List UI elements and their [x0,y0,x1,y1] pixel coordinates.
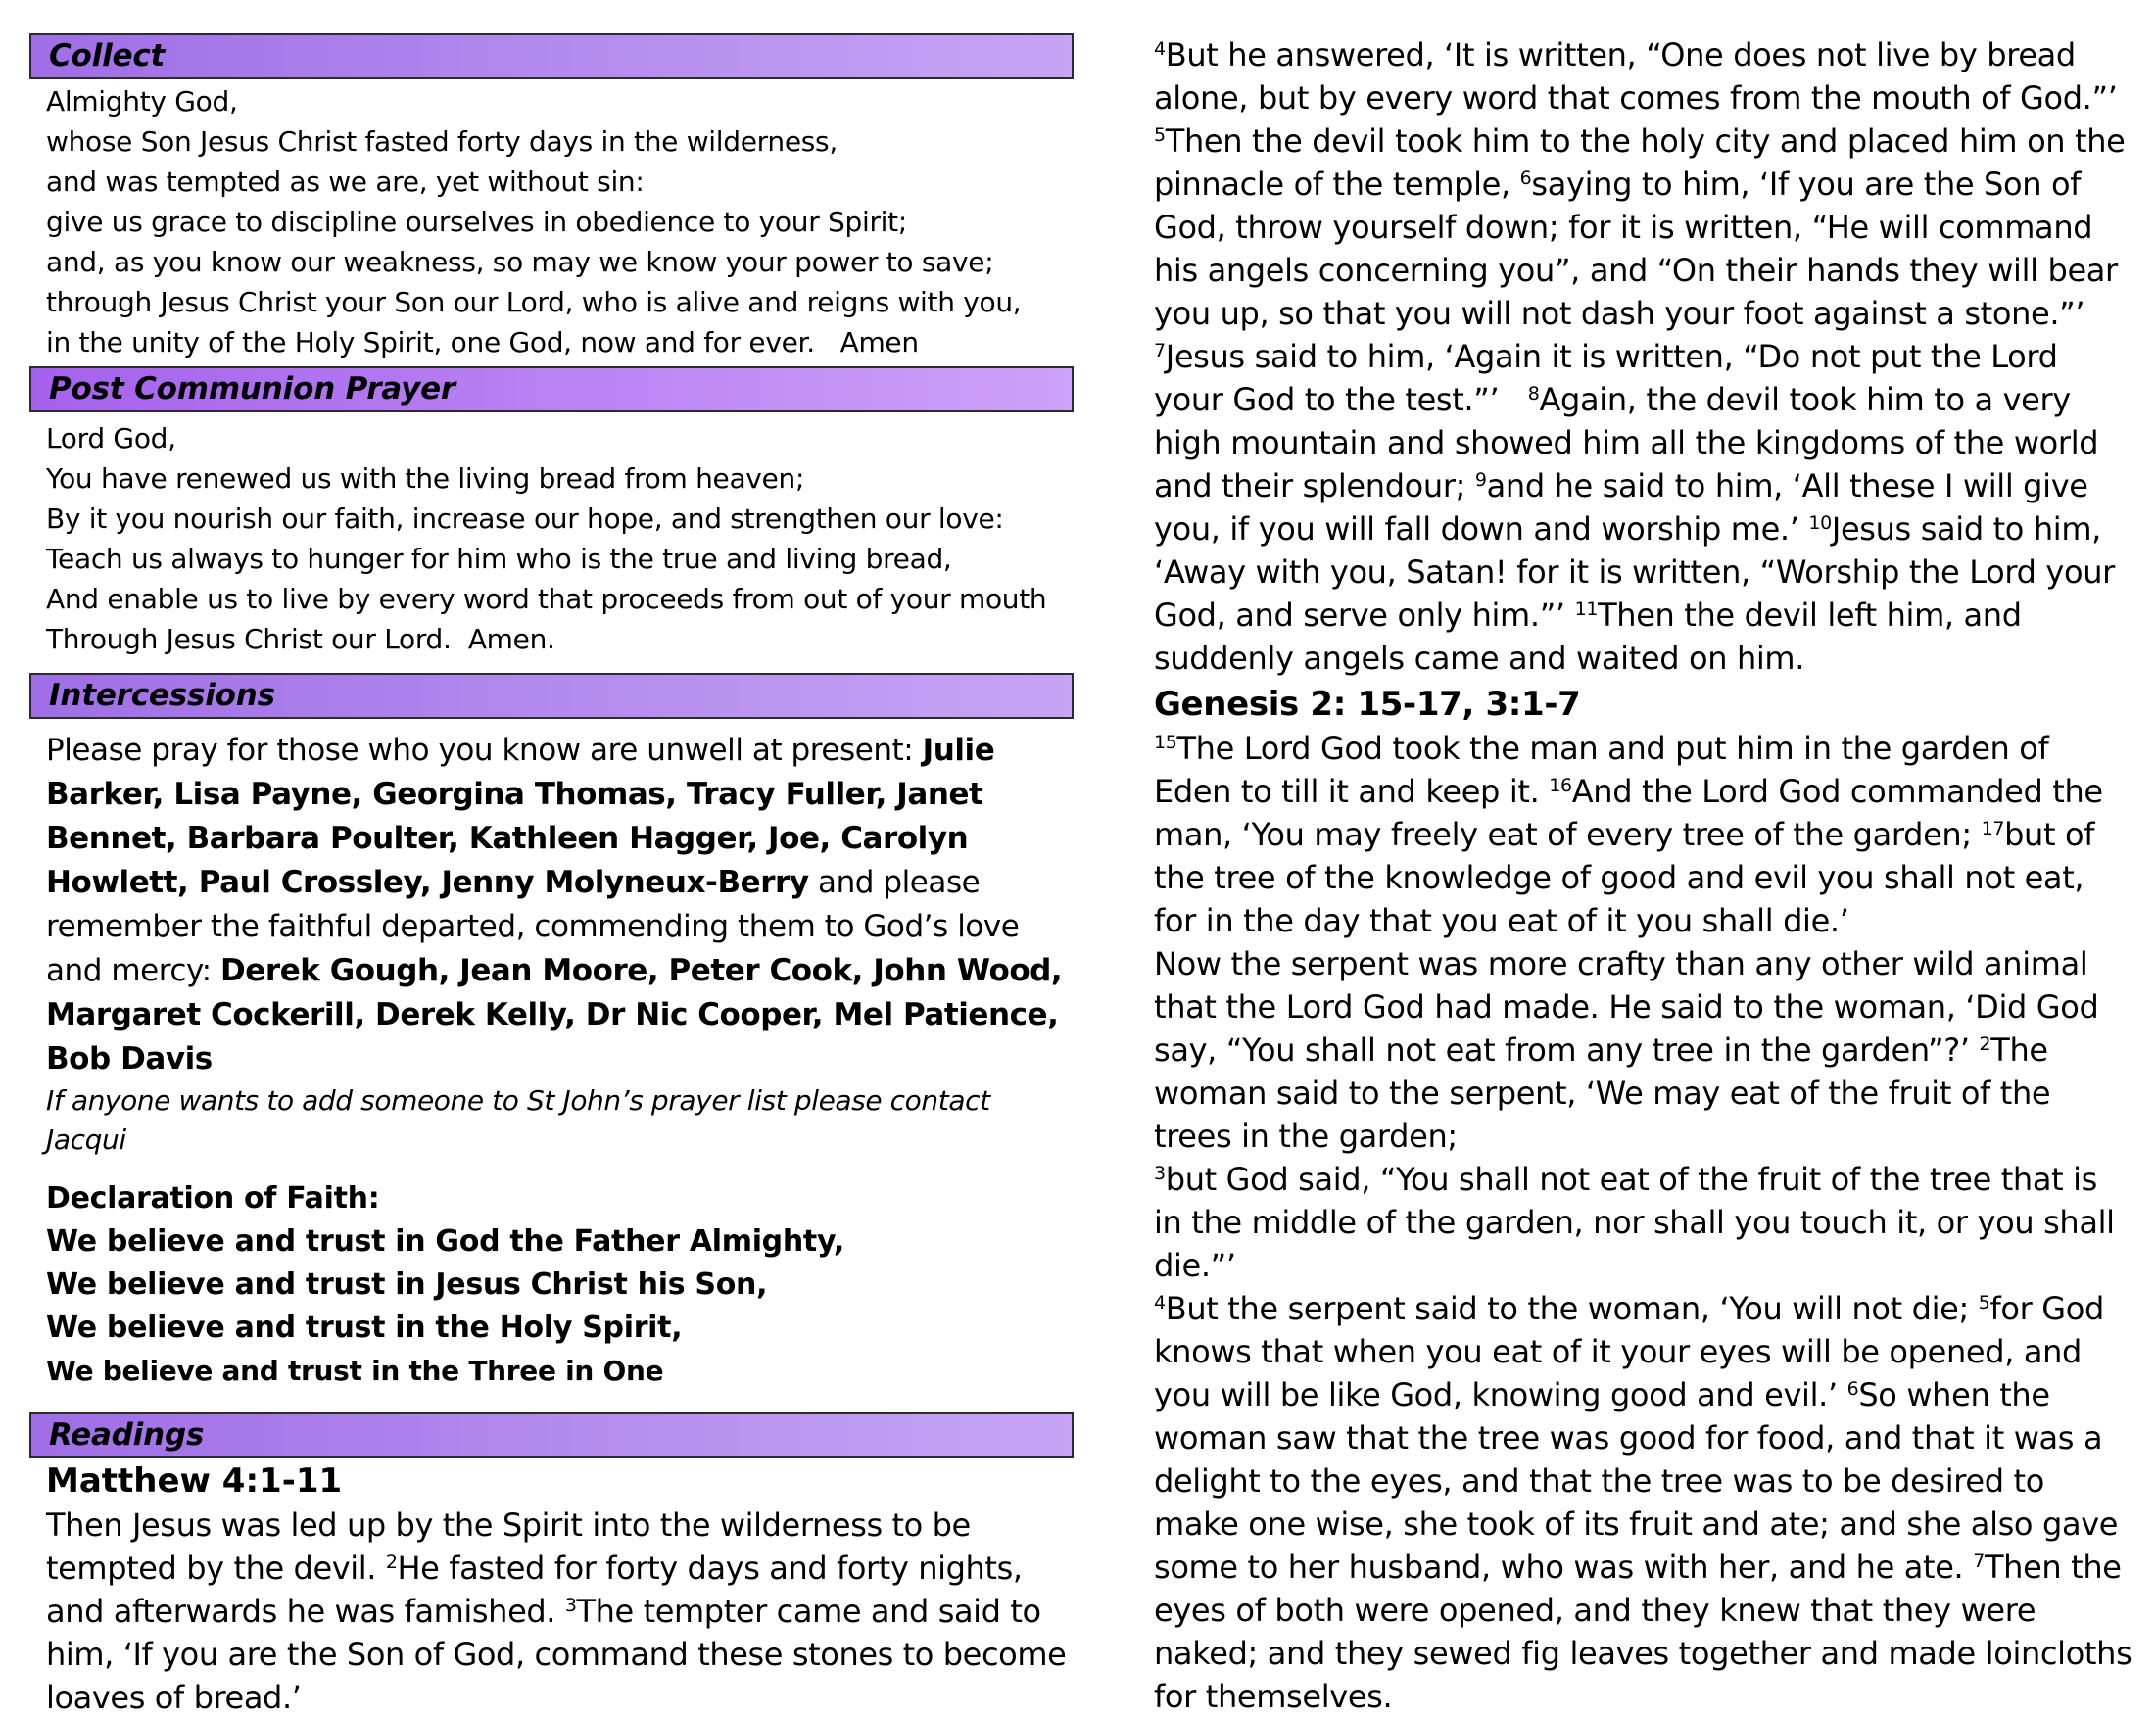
verse-text: Then Jesus was led up by the Spirit into the wilderness to be tempted by the devil. [46,1506,971,1587]
verse-text: He fasted for forty days and forty nights, and afterwards he was famished. [46,1550,1023,1630]
post-communion-line: Through Jesus Christ our Lord. Amen. [46,623,555,655]
verse-number: 15 [1154,732,1177,753]
verse-number: 16 [1549,775,1572,796]
genesis-text [1154,727,2133,1718]
collect-line: and, as you know our weakness, so may we know your power to save; [46,246,994,278]
verse-number: 17 [1981,818,2005,839]
readings-heading: Readings [29,1412,1074,1458]
collect-line: through Jesus Christ your Son our Lord, who is alive and reigns with you, [46,286,1022,318]
verse-text: Jesus said to him, ‘Again it is written, “Do not put the Lord your God to the test.”’ [1154,338,2068,418]
verse-number: 5 [1154,124,1166,146]
matthew-text-right [1154,33,2133,680]
collect-line: give us grace to discipline ourselves in obedience to your Spirit; [46,206,907,238]
post-communion-line: And enable us to live by every word that proceeds from out of your mouth [46,583,1047,615]
declaration-title: Declaration of Faith: [46,1181,380,1216]
left-column [29,33,1078,1719]
verse-number: 9 [1474,469,1487,491]
post-communion-line: You have renewed us with the living bread from heaven; [46,462,805,495]
unwell-list: Julie Barker, Lisa Payne, Georgina Thomas, Tracy Fuller, Janet Bennet, Barbara Poulter, Kathleen Hagger, Joe, Carolyn Howlett, Paul Crossley, Jenny Molyneux-Berry [46,733,995,900]
verse-number: 2 [1979,1033,1991,1055]
post-communion-heading: Post Communion Prayer [29,366,1074,412]
verse-number: 10 [1808,512,1832,534]
matthew-title: Matthew 4:1-11 [46,1461,343,1501]
verse-text: The woman said to the serpent, ‘We may eat of the fruit of the trees in the garden; [1154,1031,2051,1155]
right-column [1154,33,2133,1718]
verse-text: Then the devil left him, and suddenly angels came and waited on him. [1154,597,2022,677]
collect-line: in the unity of the Holy Spirit, one God, now and for ever. Amen [46,326,919,358]
collect-line: Almighty God, [46,85,238,118]
post-communion-line: Teach us always to hunger for him who is the true and living bread, [46,543,952,575]
collect-prayer [29,81,1078,362]
verse-number: 7 [1973,1551,1985,1572]
declaration-line: We believe and trust in Jesus Christ his Son, [46,1267,768,1302]
verse-number: 6 [1519,167,1532,189]
verse-number: 11 [1574,598,1599,620]
verse-text: for God knows that when you eat of it your eyes will be opened, and you will be like God, knowing good and evil.’ [1154,1290,2104,1413]
verse-text: The Lord God took the man and put him in the garden of Eden to till it and keep it. [1154,730,2049,810]
verse-number: 2 [385,1552,398,1573]
post-communion-line: Lord God, [46,422,176,454]
verse-number: 8 [1527,383,1540,405]
intercessions-middle: and please remember the faithful departed, commending them to God’s love and mercy: [46,865,1020,988]
verse-text: and he said to him, ‘All these I will give you, if you will fall down and worship me.’ [1154,467,2088,548]
intercessions-intro: Please pray for those who you know are unwell at present: [46,733,923,768]
verse-text: And the Lord God commanded the man, ‘You may freely eat of every tree of the garden; [1154,773,2103,853]
verse-text: The tempter came and said to him, ‘If you are the Son of God, command these stones to become loaves of bread.’ [46,1593,1067,1716]
declaration-line: We believe and trust in the Holy Spirit, [46,1311,683,1345]
verse-text: But the serpent said to the woman, ‘You will not die; [1165,1290,1979,1327]
verse-number: 7 [1154,340,1166,361]
collect-line: whose Son Jesus Christ fasted forty days in the wilderness, [46,125,838,158]
collect-heading: Collect [29,33,1074,79]
matthew-text-left [46,1504,1078,1719]
verse-text: Then the eyes of both were opened, and they knew that they were naked; and they sewed fig leaves together and made loincloths for themselves. [1154,1549,2132,1715]
verse-text: Then the devil took him to the holy city and placed him on the pinnacle of the temple, [1154,122,2126,203]
post-communion-line: By it you nourish our faith, increase our hope, and strengthen our love: [46,502,1004,535]
verse-text: saying to him, ‘If you are the Son of God, throw yourself down; for it is written, “He will command his angels concerning you”, and “On their hands they will bear you up, so that you will not dash your foot against a stone.”’ [1154,166,2118,332]
departed-list: Derek Gough, Jean Moore, Peter Cook, John Wood, Margaret Cockerill, Derek Kelly, Dr Nic Cooper, Mel Patience, Bob Davis [46,953,1063,1076]
verse-number: 3 [564,1595,577,1616]
verse-text: Jesus said to him, ‘Away with you, Satan! for it is written, “Worship the Lord your God, and serve only him.”’ [1154,510,2115,634]
verse-text: but God said, “You shall not eat of the fruit of the tree that is in the middle of the garden, nor shall you touch it, or you shall die.”’ [1154,1161,2115,1284]
verse-text: But he answered, ‘It is written, “One does not live by bread alone, but by every word that comes from the mouth of God.”’ [1154,36,2118,117]
genesis-title: Genesis 2: 15-17, 3:1-7 [1154,685,1581,724]
matthew-reading-start [29,1458,1078,1719]
declaration-line: We believe and trust in God the Father Almighty, [46,1224,844,1259]
prayer-list-note: If anyone wants to add someone to St John’s prayer list please contact Jacqui [46,1084,990,1156]
verse-text: So when the woman saw that the tree was good for food, and that it was a delight to the eyes, and that the tree was to be desired to make one wise, she took of its fruit and ate; and she also gave some to her husband, who was with her, and he ate. [1154,1376,2119,1586]
intercessions-heading: Intercessions [29,673,1074,719]
declaration-line: We believe and trust in the Three in One [46,1355,664,1387]
verse-number: 3 [1154,1163,1166,1184]
verse-number: 5 [1978,1292,1990,1313]
post-communion-prayer [29,418,1078,659]
verse-number: 4 [1154,1292,1166,1313]
verse-text: Again, the devil took him to a very high mountain and showed him all the kingdoms of the world and their splendour; [1154,381,2099,504]
intercessions-text [29,729,1078,1081]
collect-line: and was tempted as we are, yet without sin: [46,166,645,198]
verse-text: Now the serpent was more crafty than any other wild animal that the Lord God had made. He said to the woman, ‘Did God say, “You shall not eat from any tree in the garden”?’ [1154,945,2099,1069]
verse-text: but of the tree of the knowledge of good and evil you shall not eat, for in the day that you eat of it you shall die.’ [1154,816,2095,939]
verse-number: 6 [1846,1378,1859,1400]
verse-number: 4 [1154,38,1166,60]
declaration-of-faith [29,1177,1078,1393]
